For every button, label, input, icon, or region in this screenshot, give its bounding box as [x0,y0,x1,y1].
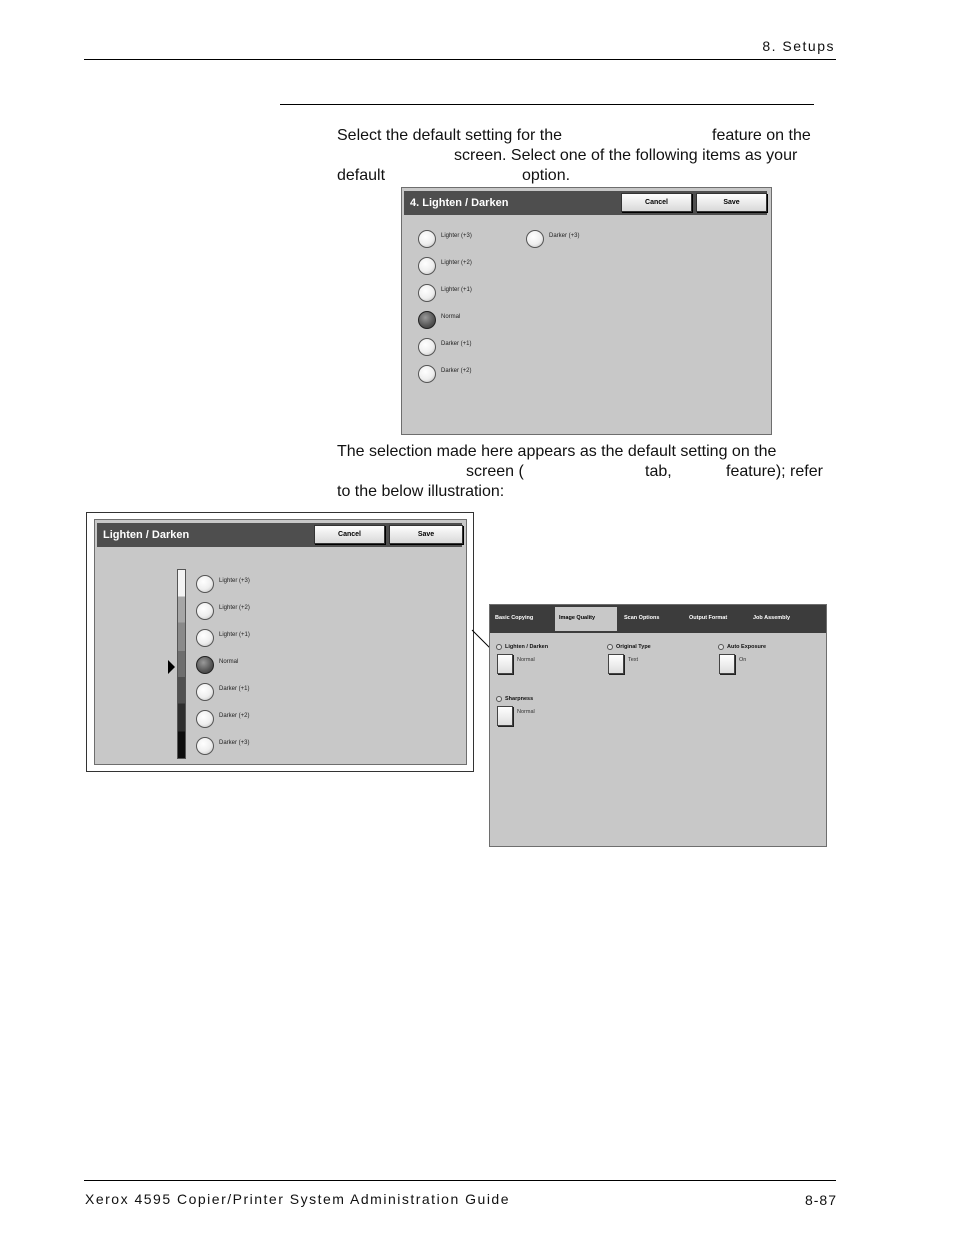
option-label: Darker (+2) [219,713,250,719]
option-label: Darker (+3) [219,740,250,746]
option-label: Darker (+3) [549,233,580,239]
save-button[interactable]: Save [696,193,767,212]
tab-scan-options[interactable]: Scan Options [624,615,660,621]
para2-line-2a: screen ( [466,463,524,480]
option-label: Lighter (+1) [219,632,250,638]
lighten-darken-setup-screen [401,187,772,435]
feature-title: Original Type [616,644,651,650]
radio-lighter-1[interactable] [418,284,436,302]
option-label: Normal [441,314,461,320]
option-label: Lighter (+2) [441,260,472,266]
radio-darker-3[interactable] [196,737,214,755]
feature-value: Normal [517,657,535,663]
page-number: 8-87 [804,1192,837,1208]
setup-title: 4. Lighten / Darken [410,197,509,209]
header-rule [84,59,836,60]
intro-line-3b: option. [522,167,571,184]
lighten-darken-copy-screen [94,519,467,765]
option-label: Darker (+1) [441,341,472,347]
feature-value: On [739,657,747,663]
radio-darker-2[interactable] [196,710,214,728]
footer-rule [84,1180,836,1181]
intro-line-1a: Select the default setting for the [337,127,563,144]
intro-line-2: screen. Select one of the following items as your [454,147,798,164]
para2-line-1: The selection made here appears as the default setting on the [337,443,777,460]
status-led-icon [718,644,724,650]
radio-lighter-3[interactable] [418,230,436,248]
option-label: Darker (+1) [219,686,250,692]
status-led-icon [607,644,613,650]
auto-exposure-button[interactable] [719,654,735,674]
tab-image-quality[interactable]: Image Quality [555,607,617,631]
save-button[interactable]: Save [389,525,463,544]
tab-bar [490,605,826,633]
radio-lighter-1[interactable] [196,629,214,647]
illustration-frame [86,512,474,772]
option-label: Lighter (+3) [441,233,472,239]
density-scale [177,569,186,759]
tab-job-assembly[interactable]: Job Assembly [753,615,791,621]
option-label: Darker (+2) [441,368,472,374]
option-label: Lighter (+3) [219,578,250,584]
copy-screen-title: Lighten / Darken [103,529,190,541]
cancel-button[interactable]: Cancel [621,193,692,212]
radio-normal-selected[interactable] [418,311,436,329]
para2-line-3: to the below illustration: [337,483,505,500]
option-label: Normal [219,659,239,665]
radio-darker-1[interactable] [418,338,436,356]
intro-line-3a: default [337,167,386,184]
status-led-icon [496,696,502,702]
radio-lighter-2[interactable] [418,257,436,275]
original-type-button[interactable] [608,654,624,674]
radio-lighter-3[interactable] [196,575,214,593]
image-quality-tab-screen [489,604,827,847]
radio-lighter-2[interactable] [196,602,214,620]
tab-basic-copying[interactable]: Basic Copying [495,615,534,621]
feature-title: Auto Exposure [727,644,767,650]
section-rule [280,104,814,105]
intro-line-1b: feature on the [712,127,811,144]
status-led-icon [496,644,502,650]
feature-value: Text [628,657,639,663]
radio-normal-selected[interactable] [196,656,214,674]
radio-darker-2[interactable] [418,365,436,383]
para2-line-2b: tab, [645,463,672,480]
para2-line-2c: feature); refer [726,463,823,480]
feature-title: Sharpness [505,696,534,702]
option-label: Lighter (+2) [219,605,250,611]
feature-value: Normal [517,709,535,715]
lighten-darken-button[interactable] [497,654,513,674]
current-level-arrow-icon [168,660,175,674]
sharpness-button[interactable] [497,706,513,726]
feature-title: Lighten / Darken [505,644,549,650]
cancel-button[interactable]: Cancel [314,525,385,544]
footer-guide-title: Xerox 4595 Copier/Printer System Administration Guide [85,1191,510,1207]
radio-darker-1[interactable] [196,683,214,701]
tab-output-format[interactable]: Output Format [689,615,728,621]
option-label: Lighter (+1) [441,287,472,293]
section-header: 8. Setups [762,38,835,54]
radio-darker-3[interactable] [526,230,544,248]
